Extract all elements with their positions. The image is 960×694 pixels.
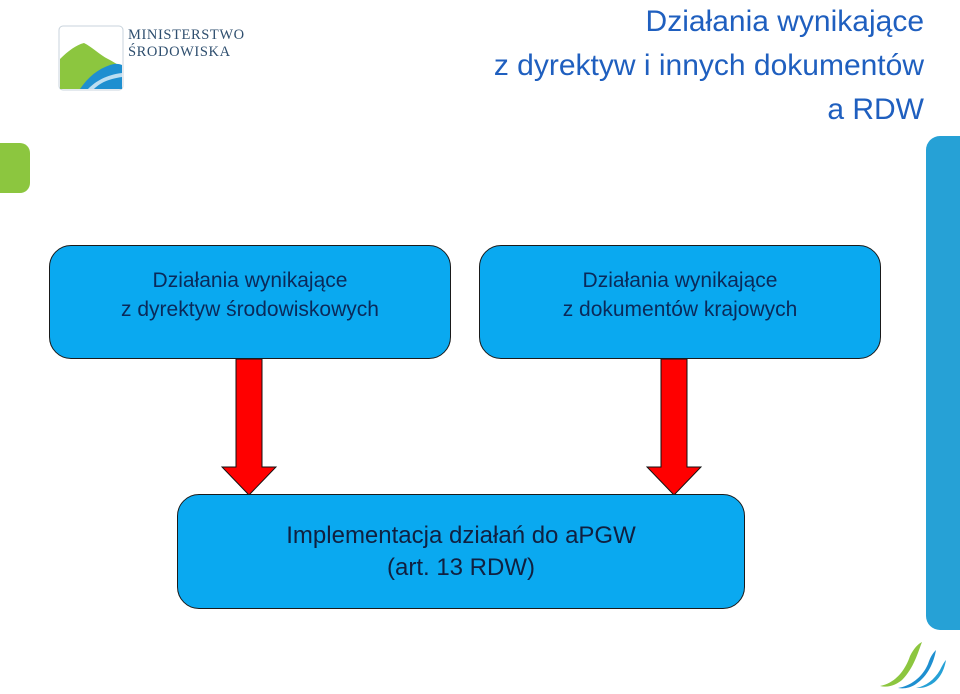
ministry-logo xyxy=(58,25,258,93)
ministry-swoosh-icon xyxy=(876,640,948,690)
eu-directives-line-1: Działania wynikające xyxy=(152,269,348,292)
national-documents-line-2: z dokumentów krajowych xyxy=(562,298,798,321)
implementation-line-2: (art. 13 RDW) xyxy=(386,553,535,581)
title-line-3: a RDW xyxy=(827,93,924,126)
implementation-box xyxy=(177,494,745,609)
slide-title xyxy=(284,0,924,132)
eu-directives-line-2: z dyrektyw środowiskowych xyxy=(121,298,379,321)
implementation-line-1: Implementacja działań do aPGW xyxy=(286,521,636,549)
logo-line-2: ŚRODOWISKA xyxy=(128,44,231,60)
green-side-tab xyxy=(0,143,30,193)
down-arrow-left-icon xyxy=(221,359,277,496)
title-line-1: Działania wynikające xyxy=(645,5,924,38)
national-documents-line-1: Działania wynikające xyxy=(582,269,778,292)
logo-line-1: MINISTERSTWO xyxy=(128,27,245,43)
national-documents-box xyxy=(479,245,881,359)
blue-side-bar xyxy=(926,136,960,630)
down-arrow-right-icon xyxy=(646,359,702,496)
title-line-2: z dyrektyw i innych dokumentów xyxy=(493,49,924,82)
eu-directives-box xyxy=(49,245,451,359)
mountain-logo-icon xyxy=(58,25,124,91)
